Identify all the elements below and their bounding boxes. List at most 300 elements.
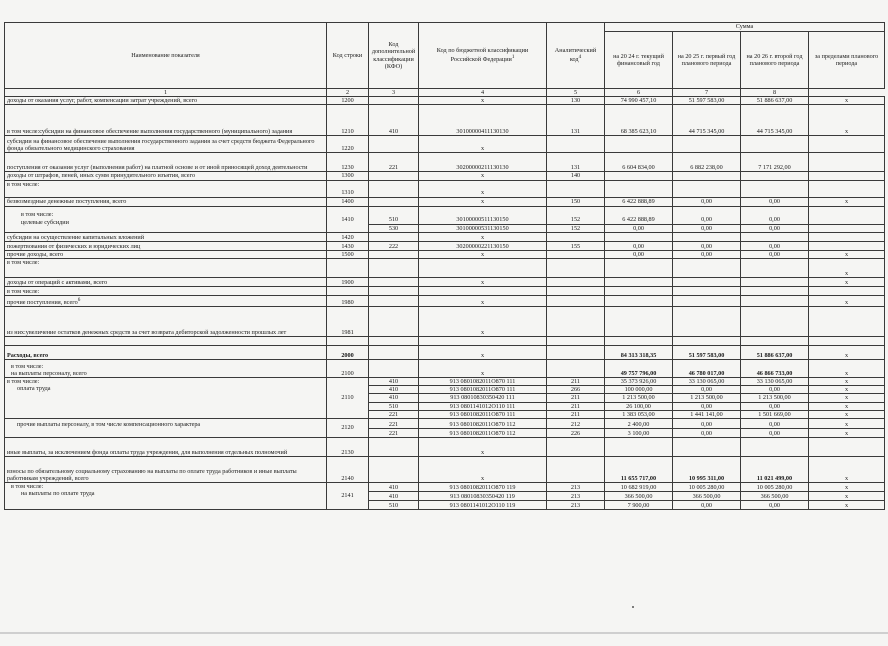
row-v1: 0,00 (605, 224, 673, 232)
row-name: доходы от оказания услуг, работ, компенсации затрат учреждений, всего (5, 97, 327, 105)
row-v2: 51 597 583,00 (673, 346, 741, 360)
row-analytic (547, 278, 605, 287)
row-kfo (369, 346, 419, 360)
row-v1 (605, 259, 673, 278)
row-v3 (741, 287, 809, 296)
row-analytic: 213 (547, 501, 605, 510)
row-analytic: 266 (547, 386, 605, 394)
row-name-text: оплата труда (17, 385, 51, 393)
row-kfo: 221 (369, 419, 419, 429)
row-v1: 7 900,00 (605, 501, 673, 510)
table-row (5, 438, 885, 457)
row-v4: х (809, 457, 885, 483)
row-v3 (741, 180, 809, 197)
header-code-row: Код строки (327, 23, 369, 89)
row-v2: 6 882 238,00 (673, 153, 741, 172)
colnum: 2 (327, 89, 369, 97)
row-code: 1200 (327, 97, 369, 105)
row-kfo (369, 337, 419, 346)
row-name (5, 307, 327, 337)
row-v1: 366 500,00 (605, 492, 673, 501)
row-v3 (741, 307, 809, 337)
table-row (5, 197, 885, 206)
row-kbk: 30100000531130150 (419, 224, 547, 232)
header-kbk (419, 23, 547, 89)
row-kfo (369, 136, 419, 153)
row-v1: 26 100,00 (605, 402, 673, 410)
table-row (5, 97, 885, 105)
row-name (5, 378, 327, 419)
row-v3 (741, 337, 809, 346)
row-sup: 6 (77, 296, 81, 303)
table-row (5, 241, 885, 250)
row-name-text: на выплаты по оплате труда (21, 490, 95, 498)
row-name (5, 287, 327, 296)
row-name: взносы по обязательному социальному страхованию на выплаты по оплате труда работников и иные выплаты работникам учреждений, всего (5, 457, 327, 483)
row-kbk: х (419, 278, 547, 287)
row-kfo: 510 (369, 402, 419, 410)
row-v1 (605, 180, 673, 197)
row-prefix: в том числе: (7, 128, 40, 136)
row-kbk: 30100000511130150 (419, 206, 547, 224)
row-kfo (369, 287, 419, 296)
row-code (327, 259, 369, 278)
row-name (5, 419, 327, 438)
row-name: субсидии на финансовое обеспечение выполнения государственного задания за счет средств бюджета Федерального фонда обязательного медицинского страхования (5, 136, 327, 153)
row-v3: 0,00 (741, 501, 809, 510)
row-code: 1220 (327, 136, 369, 153)
row-name-text: целевые субсидии (21, 218, 69, 226)
row-code: 1310 (327, 180, 369, 197)
row-kbk (419, 287, 547, 296)
row-analytic (547, 438, 605, 457)
row-kbk: х (419, 307, 547, 337)
table-row (5, 296, 885, 307)
row-v1: 1 213 500,00 (605, 394, 673, 402)
row-kbk: х (419, 346, 547, 360)
row-v3 (741, 232, 809, 241)
table-row (5, 136, 885, 153)
row-kbk: 913 0801082011О870 111 (419, 378, 547, 386)
row-v1: 49 757 796,00 (605, 360, 673, 378)
row-v4 (809, 438, 885, 457)
row-v3 (741, 172, 809, 180)
table-row (5, 206, 885, 224)
row-name (5, 360, 327, 378)
row-kbk: 30100000411130130 (419, 105, 547, 136)
row-v1 (605, 287, 673, 296)
row-analytic: 211 (547, 378, 605, 386)
row-v2: 46 780 017,00 (673, 360, 741, 378)
row-v2: 0,00 (673, 250, 741, 258)
row-v3: 46 866 733,00 (741, 360, 809, 378)
row-kfo: 221 (369, 410, 419, 418)
row-v4: х (809, 278, 885, 287)
row-v3: 0,00 (741, 241, 809, 250)
row-v1: 0,00 (605, 241, 673, 250)
row-kfo (369, 250, 419, 258)
header-name: Наименование показателя (5, 23, 327, 89)
row-v4: х (809, 394, 885, 402)
table-row (5, 278, 885, 287)
row-v4 (809, 232, 885, 241)
row-kbk: х (419, 232, 547, 241)
row-v4: х (809, 378, 885, 386)
row-v2: 1 213 500,00 (673, 394, 741, 402)
row-v4 (809, 224, 885, 232)
row-kfo (369, 457, 419, 483)
row-v1: 1 383 053,00 (605, 410, 673, 418)
table-row (5, 378, 885, 386)
row-name (5, 296, 327, 307)
row-v3: 0,00 (741, 386, 809, 394)
row-prefix: в том числе: (11, 483, 44, 491)
scan-speck (632, 606, 634, 608)
header-year3: на 20 26 г. второй год планового периода (741, 32, 809, 89)
header-year1: на 20 24 г. текущий финансовый год (605, 32, 673, 89)
table-row (5, 153, 885, 172)
row-code: 1500 (327, 250, 369, 258)
row-analytic: 150 (547, 197, 605, 206)
row-v1: 84 313 318,35 (605, 346, 673, 360)
row-kfo: 221 (369, 153, 419, 172)
row-name: Расходы, всего (5, 346, 327, 360)
row-v4: х (809, 492, 885, 501)
row-v2: 0,00 (673, 206, 741, 224)
header-kbk-label: Код по бюджетной классификации Российской Федерации (436, 47, 529, 64)
row-v4 (809, 241, 885, 250)
row-kbk: 913 0801082011О870 112 (419, 429, 547, 438)
row-v3: 7 171 292,00 (741, 153, 809, 172)
row-kbk: 30200000221130150 (419, 241, 547, 250)
row-analytic: 152 (547, 206, 605, 224)
colnum: 5 (547, 89, 605, 97)
row-v1: 100 000,00 (605, 386, 673, 394)
row-v4: х (809, 386, 885, 394)
row-v4: х (809, 346, 885, 360)
row-v2: 51 597 583,00 (673, 97, 741, 105)
row-name: пожертвования от физических и юридических лиц (5, 241, 327, 250)
row-name: прочие доходы, всего (5, 250, 327, 258)
row-kbk: х (419, 250, 547, 258)
row-v1 (605, 438, 673, 457)
row-analytic (547, 232, 605, 241)
row-analytic: 155 (547, 241, 605, 250)
row-name-text: прочие поступления, всего (7, 298, 78, 306)
row-name-text: на выплаты персоналу, всего (11, 369, 87, 377)
row-kbk: х (419, 360, 547, 378)
row-prefix: в том числе: (7, 180, 40, 188)
colnum: 1 (5, 89, 327, 97)
row-code: 1400 (327, 197, 369, 206)
row-v1 (605, 172, 673, 180)
row-v2 (673, 438, 741, 457)
row-v1: 11 655 717,00 (605, 457, 673, 483)
header-analytic-label: Аналитический код (554, 47, 597, 64)
row-v3 (741, 296, 809, 307)
row-code: 1981 (327, 307, 369, 337)
row-kfo: 410 (369, 483, 419, 492)
row-v1: 3 100,00 (605, 429, 673, 438)
row-name: поступления от оказания услуг (выполнения работ) на платной основе и от иной приносящей доход деятельности (5, 153, 327, 172)
row-analytic: 130 (547, 97, 605, 105)
row-name-text: субсидии на финансовое обеспечение выполнения государственного (муниципального) задания (39, 128, 293, 136)
row-analytic (547, 180, 605, 197)
row-v2 (673, 337, 741, 346)
row-kfo (369, 172, 419, 180)
row-v3: 51 886 637,00 (741, 97, 809, 105)
table-row (5, 287, 885, 296)
row-analytic (547, 307, 605, 337)
row-analytic: 213 (547, 492, 605, 501)
row-code (327, 287, 369, 296)
row-analytic: 152 (547, 224, 605, 232)
row-v3: 51 886 637,00 (741, 346, 809, 360)
table-row (5, 259, 885, 278)
row-prefix: в том числе: (7, 287, 40, 295)
row-v3: 0,00 (741, 197, 809, 206)
row-v2 (673, 136, 741, 153)
row-kbk: 913 08010830350420 111 (419, 394, 547, 402)
row-v2: 44 715 345,00 (673, 105, 741, 136)
row-v4: х (809, 197, 885, 206)
row-analytic (547, 296, 605, 307)
row-v3: 33 130 065,00 (741, 378, 809, 386)
row-v3: 0,00 (741, 250, 809, 258)
page-bottom-edge (0, 632, 888, 634)
row-v1: 6 604 834,00 (605, 153, 673, 172)
colnum: 6 (605, 89, 673, 97)
table-row (5, 360, 885, 378)
row-v2: 1 441 141,00 (673, 410, 741, 418)
row-v4: х (809, 501, 885, 510)
row-prefix: в том числе: (21, 211, 54, 219)
row-kbk: 30200000211130130 (419, 153, 547, 172)
row-code: 1210 (327, 105, 369, 136)
row-code: 2130 (327, 438, 369, 457)
row-kbk (419, 259, 547, 278)
row-kfo: 410 (369, 105, 419, 136)
row-kfo (369, 197, 419, 206)
row-v3: 44 715 345,00 (741, 105, 809, 136)
row-v4: х (809, 259, 885, 278)
row-name: субсидии на осуществление капитальных вложений (5, 232, 327, 241)
row-analytic (547, 457, 605, 483)
row-v3: 0,00 (741, 429, 809, 438)
row-code: 2110 (327, 378, 369, 419)
row-code: 1900 (327, 278, 369, 287)
row-v2: 0,00 (673, 224, 741, 232)
row-v2: 33 130 065,00 (673, 378, 741, 386)
row-kfo: 222 (369, 241, 419, 250)
row-v3 (741, 278, 809, 287)
row-kbk: х (419, 296, 547, 307)
row-kfo (369, 180, 419, 197)
row-kbk: х (419, 136, 547, 153)
table-row (5, 337, 885, 346)
row-v2: 0,00 (673, 419, 741, 429)
header-kfo: Код дополнительной классификации (КФО) (369, 23, 419, 89)
row-v4: х (809, 483, 885, 492)
row-v4 (809, 307, 885, 337)
row-analytic: 131 (547, 153, 605, 172)
row-name: доходы от операций с активами, всего (5, 278, 327, 287)
row-code: 1420 (327, 232, 369, 241)
row-v1: 0,00 (605, 250, 673, 258)
row-v1 (605, 136, 673, 153)
row-v4 (809, 153, 885, 172)
row-name (5, 105, 327, 136)
row-kbk: х (419, 197, 547, 206)
row-kbk: х (419, 457, 547, 483)
table-row (5, 180, 885, 197)
row-prefix: из них: (7, 328, 26, 336)
row-v2: 0,00 (673, 386, 741, 394)
row-v2 (673, 287, 741, 296)
row-v3: 366 500,00 (741, 492, 809, 501)
row-v3: 11 021 499,00 (741, 457, 809, 483)
table-row (5, 483, 885, 492)
table-row (5, 250, 885, 258)
row-v4: х (809, 97, 885, 105)
row-analytic: 226 (547, 429, 605, 438)
row-v1: 35 373 926,00 (605, 378, 673, 386)
row-name (5, 259, 327, 278)
row-analytic: 211 (547, 394, 605, 402)
row-v2 (673, 278, 741, 287)
row-code: 2000 (327, 346, 369, 360)
row-v1: 6 422 888,89 (605, 206, 673, 224)
row-analytic: 140 (547, 172, 605, 180)
row-v1: 6 422 888,89 (605, 197, 673, 206)
row-kfo: 410 (369, 386, 419, 394)
row-name: иные выплаты, за исключением фонда оплаты труда учреждения, для выполнения отдельных полномочий (5, 438, 327, 457)
row-v1: 10 682 919,00 (605, 483, 673, 492)
row-kfo (369, 232, 419, 241)
row-code: 1430 (327, 241, 369, 250)
row-v3: 10 005 280,00 (741, 483, 809, 492)
row-v3 (741, 438, 809, 457)
row-analytic (547, 250, 605, 258)
row-v2: 366 500,00 (673, 492, 741, 501)
row-v4 (809, 337, 885, 346)
row-code: 2141 (327, 483, 369, 510)
row-v1 (605, 278, 673, 287)
header-analytic (547, 23, 605, 89)
row-v2 (673, 232, 741, 241)
table-row (5, 346, 885, 360)
table-row (5, 457, 885, 483)
colnum: 8 (741, 89, 809, 97)
header-kbk-sup: 1 (511, 54, 515, 61)
row-v4: х (809, 296, 885, 307)
row-v4 (809, 206, 885, 224)
row-kbk: 913 0801141012О110 119 (419, 501, 547, 510)
row-kbk (419, 337, 547, 346)
row-kfo: 510 (369, 501, 419, 510)
row-v1 (605, 232, 673, 241)
row-kfo (369, 360, 419, 378)
row-v1: 74 990 457,10 (605, 97, 673, 105)
row-v4: х (809, 402, 885, 410)
row-analytic: 213 (547, 483, 605, 492)
row-v4: х (809, 360, 885, 378)
row-v4 (809, 287, 885, 296)
row-kfo (369, 296, 419, 307)
row-v2: 0,00 (673, 197, 741, 206)
row-v4 (809, 136, 885, 153)
row-v2: 0,00 (673, 501, 741, 510)
row-analytic (547, 360, 605, 378)
row-v1: 2 400,00 (605, 419, 673, 429)
row-v1 (605, 337, 673, 346)
table-row (5, 307, 885, 337)
row-code: 1300 (327, 172, 369, 180)
row-v1 (605, 307, 673, 337)
row-v2: 0,00 (673, 402, 741, 410)
row-kfo: 410 (369, 394, 419, 402)
row-prefix: в том числе: (7, 259, 40, 267)
row-v4: х (809, 419, 885, 429)
header-beyond: за пределами планового периода (809, 32, 885, 89)
row-code (327, 337, 369, 346)
row-code: 2120 (327, 419, 369, 438)
row-v3 (741, 259, 809, 278)
row-kfo (369, 278, 419, 287)
row-kfo: 410 (369, 378, 419, 386)
row-name: доходы от штрафов, пеней, иных сумм принудительного изъятия, всего (5, 172, 327, 180)
row-v3: 0,00 (741, 419, 809, 429)
row-analytic: 211 (547, 410, 605, 418)
row-v3: 0,00 (741, 402, 809, 410)
row-kbk: 913 08010830350420 119 (419, 492, 547, 501)
row-v4: х (809, 105, 885, 136)
row-kfo: 410 (369, 492, 419, 501)
row-kfo (369, 97, 419, 105)
row-v2 (673, 296, 741, 307)
row-v3: 0,00 (741, 224, 809, 232)
row-kfo: 530 (369, 224, 419, 232)
row-v3: 0,00 (741, 206, 809, 224)
row-v2: 0,00 (673, 241, 741, 250)
row-kfo (369, 438, 419, 457)
row-v1: 68 385 623,10 (605, 105, 673, 136)
row-v2 (673, 180, 741, 197)
row-kbk: х (419, 180, 547, 197)
row-kbk: 913 0801082011О870 111 (419, 386, 547, 394)
row-analytic: 212 (547, 419, 605, 429)
row-kfo (369, 307, 419, 337)
row-v3: 1 501 669,00 (741, 410, 809, 418)
header-sum: Сумма (605, 23, 885, 32)
row-name: безвозмездные денежные поступления, всего (5, 197, 327, 206)
header-year2: на 20 25 г. первый год планового периода (673, 32, 741, 89)
row-v3 (741, 136, 809, 153)
row-kbk: х (419, 172, 547, 180)
row-kbk: 913 0801082011О870 111 (419, 410, 547, 418)
row-name (5, 180, 327, 197)
table-row (5, 105, 885, 136)
row-analytic: 211 (547, 402, 605, 410)
row-kbk: х (419, 438, 547, 457)
row-code: 2140 (327, 457, 369, 483)
row-code: 1980 (327, 296, 369, 307)
colnum: 7 (673, 89, 741, 97)
colnum: 3 (369, 89, 419, 97)
financial-plan-table (4, 22, 885, 510)
row-prefix: в том числе: (7, 378, 40, 386)
row-analytic (547, 259, 605, 278)
